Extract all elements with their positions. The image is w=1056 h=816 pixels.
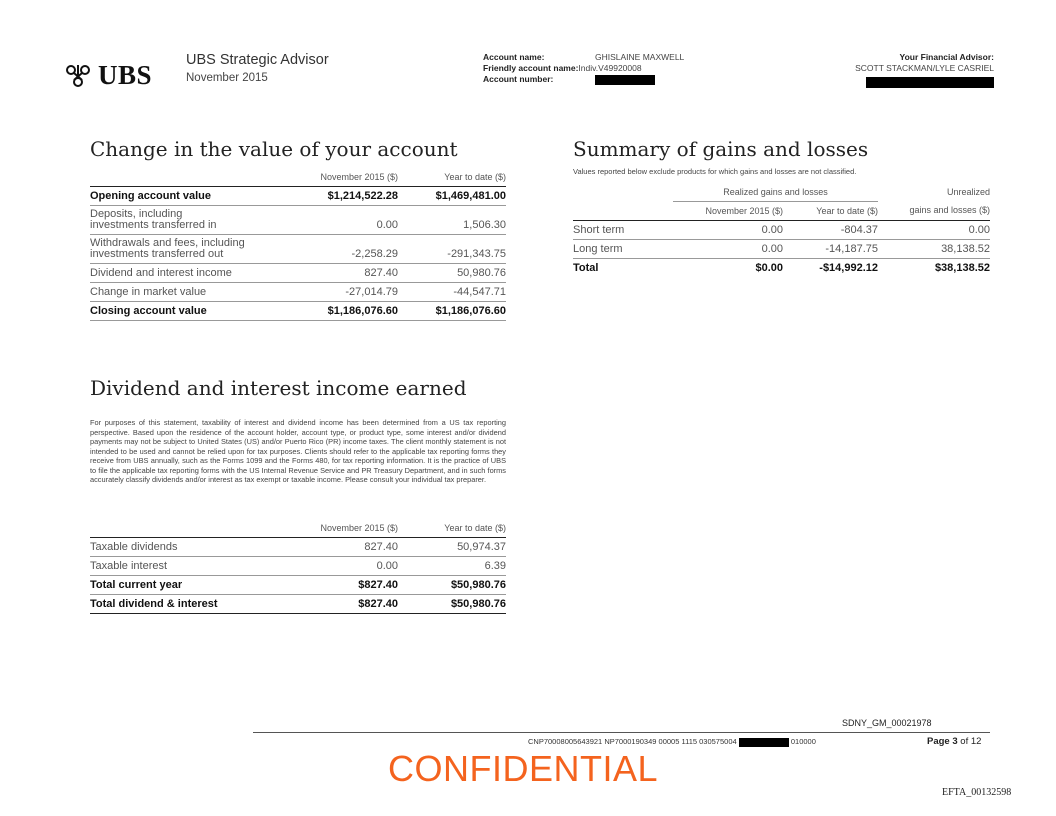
row-ytd-value: $1,186,076.60	[398, 302, 506, 321]
gains-note: Values reported below exclude products for which gains and losses are not classified.	[573, 167, 857, 176]
dividend-header-spacer	[90, 519, 286, 538]
row-label: Short term	[573, 220, 673, 239]
row-label: Withdrawals and fees, including investments transferred out	[90, 235, 286, 264]
row-unrealized-value: 0.00	[878, 220, 990, 239]
dividend-table	[90, 519, 506, 614]
document-code	[528, 737, 816, 747]
row-label: Closing account value	[90, 302, 286, 321]
row-month-value: $827.40	[286, 576, 398, 595]
change-table	[90, 168, 506, 321]
row-month-value: -27,014.79	[286, 283, 398, 302]
row-label: Taxable interest	[90, 557, 286, 576]
row-ytd-value: $50,980.76	[398, 576, 506, 595]
table-row	[90, 302, 506, 321]
table-row	[90, 187, 506, 206]
realized-group-header: Realized gains and losses	[673, 183, 878, 201]
statement-period: November 2015	[186, 72, 268, 84]
row-ytd-value: $50,980.76	[398, 595, 506, 614]
row-label: Taxable dividends	[90, 538, 286, 557]
row-ytd-value: -291,343.75	[398, 235, 506, 264]
gains-col-unrealized: gains and losses ($)	[909, 205, 990, 216]
row-label: Long term	[573, 239, 673, 258]
row-month-value: 0.00	[673, 220, 783, 239]
table-row	[90, 283, 506, 302]
page-total: of 12	[960, 736, 982, 747]
table-row	[573, 258, 990, 277]
row-month-value: 0.00	[286, 206, 398, 235]
account-name-value: GHISLAINE MAXWELL	[595, 52, 685, 62]
table-row	[90, 595, 506, 614]
dividend-section-title: Dividend and interest income earned	[90, 376, 467, 400]
gains-table	[573, 183, 990, 277]
product-heading	[186, 52, 329, 84]
row-label: Deposits, including investments transferred in	[90, 206, 286, 235]
row-ytd-value: -44,547.71	[398, 283, 506, 302]
logo-text: UBS	[98, 60, 153, 90]
row-label: Total current year	[90, 576, 286, 595]
row-ytd-value: 50,980.76	[398, 264, 506, 283]
row-month-value: 0.00	[673, 239, 783, 258]
row-month-value: 827.40	[286, 264, 398, 283]
keys-logo-icon	[62, 61, 94, 91]
row-ytd-value: $1,469,481.00	[398, 187, 506, 206]
gains-col-ytd: Year to date ($)	[816, 205, 878, 216]
gains-header-spacer	[573, 183, 673, 201]
gains-col-month: November 2015 ($)	[705, 205, 783, 216]
dividend-col-month: November 2015 ($)	[320, 523, 398, 533]
table-row	[90, 264, 506, 283]
page-number: 3	[952, 736, 958, 747]
row-month-value: 0.00	[286, 557, 398, 576]
row-label: Change in market value	[90, 283, 286, 302]
change-header-spacer	[90, 168, 286, 187]
table-row	[90, 576, 506, 595]
redacted-account-number	[595, 75, 655, 85]
table-row	[90, 206, 506, 235]
row-month-value: $1,214,522.28	[286, 187, 398, 206]
row-month-value: $827.40	[286, 595, 398, 614]
change-col-ytd: Year to date ($)	[444, 172, 506, 182]
dividend-col-ytd: Year to date ($)	[444, 523, 506, 533]
row-label: Total	[573, 261, 599, 274]
document-code-right: 010000	[790, 737, 816, 746]
account-info	[483, 52, 684, 85]
table-row	[573, 239, 990, 258]
table-row	[90, 538, 506, 557]
bates-number: SDNY_GM_00021978	[842, 718, 932, 728]
row-month-value: -2,258.29	[286, 235, 398, 264]
row-label: Dividend and interest income	[90, 264, 286, 283]
advisor-name: SCOTT STACKMAN/LYLE CASRIEL	[855, 63, 994, 73]
row-ytd-value: 6.39	[398, 557, 506, 576]
row-ytd-value: -$14,992.12	[819, 261, 878, 274]
change-col-month: November 2015 ($)	[320, 172, 398, 182]
gains-section-title: Summary of gains and losses	[573, 137, 869, 161]
row-label: Opening account value	[90, 187, 286, 206]
advisor-info	[855, 52, 994, 91]
efta-number: EFTA_00132598	[942, 787, 1012, 798]
row-ytd-value: 1,506.30	[398, 206, 506, 235]
unrealized-group-header: Unrealized	[946, 187, 990, 197]
document-code-left: CNP70008005643921 NP7000190349 00005 1115 030575004	[528, 737, 737, 746]
tax-disclaimer-paragraph: For purposes of this statement, taxability of interest and dividend income has been determined from a US tax reporting perspective. Based upon the residence of the account holder, account type, or product type, some interest and/or dividend payments may not be subject to United States (US) and/or Puerto Rico (PR) income taxes. The client monthly statement is not intended to be used and cannot be relied upon for tax purposes. Clients should refer to the applicable tax reporting forms they receive from UBS annually, such as the Forms 1099 and the Forms 480, for tax reporting information. It is the practice of UBS to file the applicable tax reporting forms with the US Internal Revenue Service and PR Treasury Department, and in such forms accurately classify dividends and/or interest as tax exempt or taxable income. Please consult your individual tax preparer.	[90, 418, 506, 484]
table-row	[573, 220, 990, 239]
row-unrealized-value: 38,138.52	[878, 239, 990, 258]
row-ytd-value: -804.37	[783, 220, 878, 239]
row-month-value: 827.40	[286, 538, 398, 557]
redacted-advisor-info	[866, 77, 994, 88]
row-month-value: $1,186,076.60	[286, 302, 398, 321]
table-row	[90, 235, 506, 264]
footer-divider	[253, 732, 990, 733]
row-month-value: $0.00	[755, 261, 783, 274]
gains-subheader-spacer	[573, 201, 673, 220]
product-name: UBS Strategic Advisor	[186, 52, 329, 68]
table-row	[90, 557, 506, 576]
advisor-label: Your Financial Advisor:	[899, 52, 994, 62]
change-section-title: Change in the value of your account	[90, 137, 458, 161]
account-number-label: Account number:	[483, 74, 554, 84]
row-ytd-value: 50,974.37	[398, 538, 506, 557]
ubs-logo	[62, 60, 152, 91]
row-ytd-value: -14,187.75	[783, 239, 878, 258]
page-indicator	[927, 736, 981, 747]
page-label: Page	[927, 736, 950, 747]
friendly-name-value: Indiv.V49920008	[578, 63, 642, 73]
row-label: Total dividend & interest	[90, 595, 286, 614]
confidential-stamp: CONFIDENTIAL	[388, 748, 659, 789]
row-unrealized-value: $38,138.52	[934, 261, 990, 274]
account-name-label: Account name:	[483, 52, 545, 62]
redacted-code	[739, 738, 789, 747]
friendly-name-label: Friendly account name:	[483, 63, 579, 73]
